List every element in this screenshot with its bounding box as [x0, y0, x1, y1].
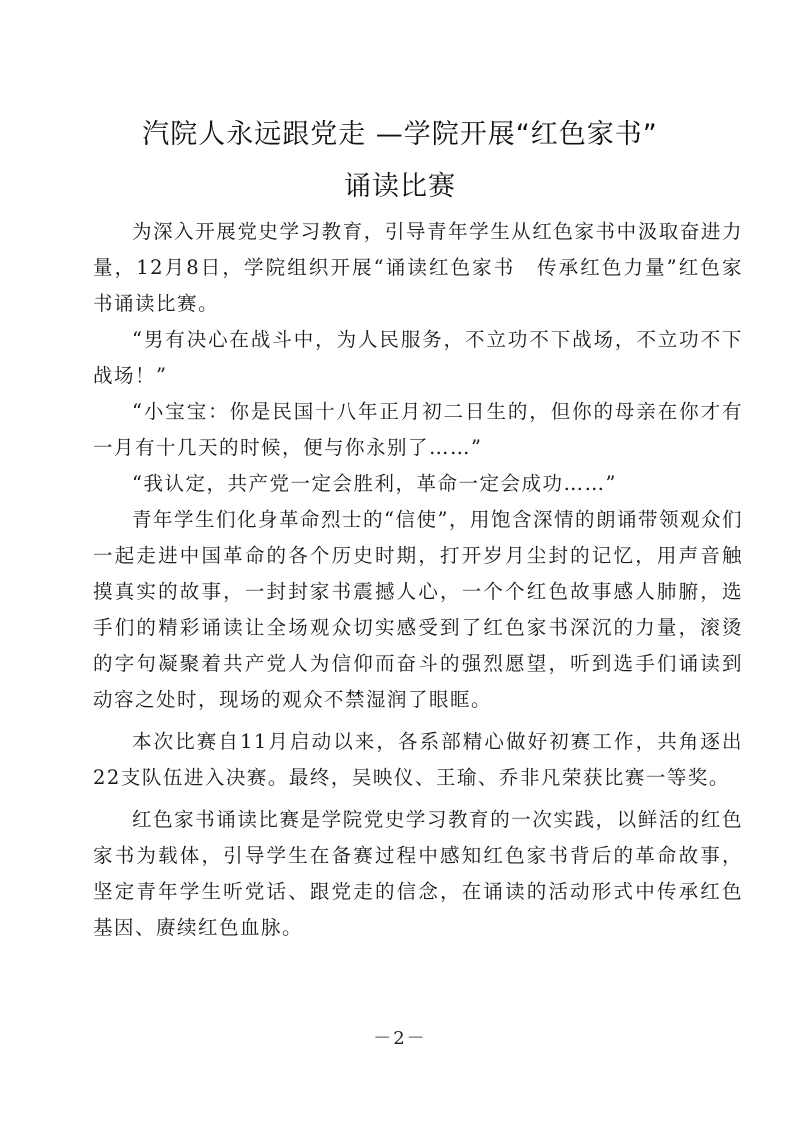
- paragraph-quote-1: “男有决心在战斗中，为人民服务，不立功不下战场，不立功不下战场！”: [93, 328, 743, 387]
- page-number: －2－: [373, 1028, 427, 1049]
- paragraph-results: 本次比赛自11月启动以来，各系部精心做好初赛工作，共角逐出22支队伍进入决赛。最终，吴映仪、王瑜、乔非凡荣获比赛一等奖。: [93, 730, 743, 789]
- article-title-line-1: 汽院人永远跟党走 —学院开展“红色家书”: [142, 119, 658, 150]
- paragraph-intro: 为深入开展党史学习教育，引导青年学生从红色家书中汲取奋进力量，12月8日，学院组织开展“诵读红色家书 传承红色力量”红色家书诵读比赛。: [93, 220, 743, 315]
- article-body: [93, 214, 743, 946]
- paragraph-conclusion: 红色家书诵读比赛是学院党史学习教育的一次实践，以鲜活的红色家书为载体，引导学生在备赛过程中感知红色家书背后的革命故事，坚定青年学生听党话、跟党走的信念，在诵读的活动形式中传承红色基因、赓续红色血脉。: [93, 808, 743, 939]
- paragraph-description: 青年学生们化身革命烈士的“信使”，用饱含深情的朗诵带领观众们一起走进中国革命的各个历史时期，打开岁月尘封的记忆，用声音触摸真实的故事，一封封家书震撼人心，一个个红色故事感人肺腑，选手们的精彩诵读让全场观众切实感受到了红色家书深沉的力量，滚烫的字句凝聚着共产党人为信仰而奋斗的强烈愿望，听到选手们诵读到动容之处时，现场的观众不禁湿润了眼眶。: [93, 508, 743, 711]
- paragraph-quote-3: “我认定，共产党一定会胜利，革命一定会成功……”: [132, 472, 617, 495]
- paragraph-quote-2: “小宝宝：你是民国十八年正月初二日生的，但你的母亲在你才有一月有十几天的时候，便与你永别了……”: [93, 400, 743, 459]
- article-title-line-2: 诵读比赛: [344, 171, 456, 202]
